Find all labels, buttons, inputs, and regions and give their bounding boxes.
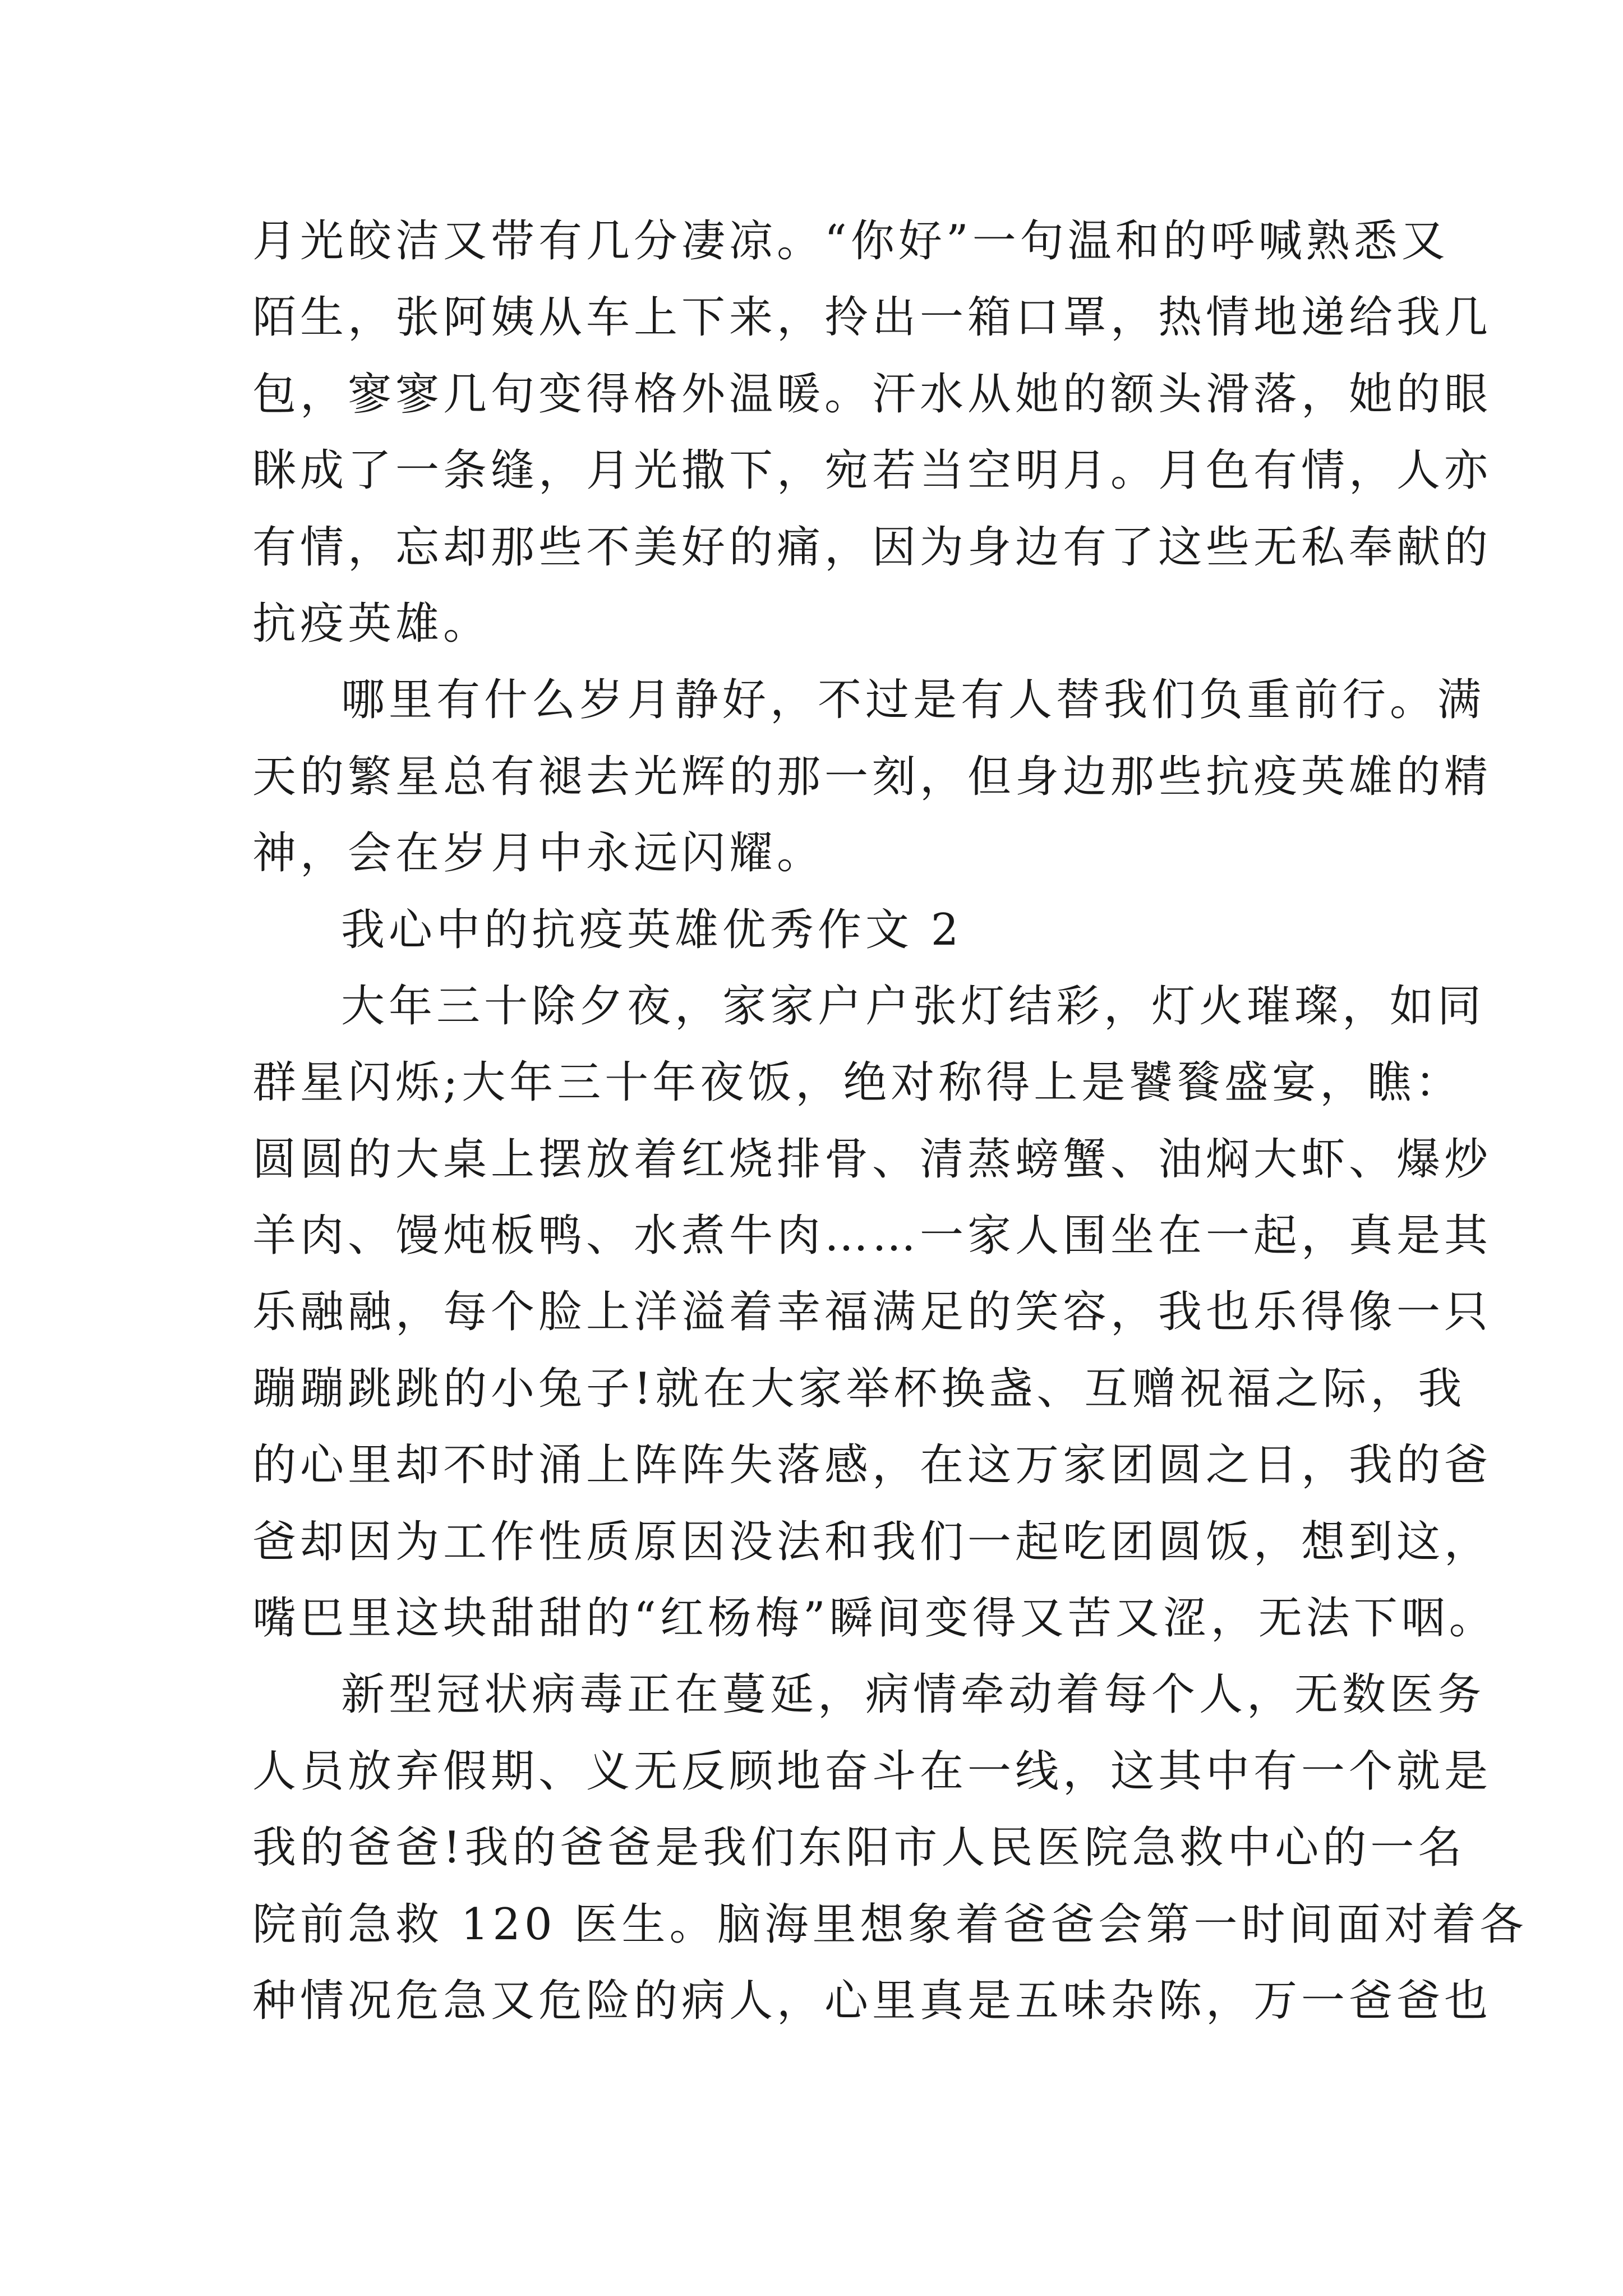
text-line: 圆圆的大桌上摆放着红烧排骨、清蒸螃蟹、油焖大虾、爆炒 bbox=[252, 1134, 1492, 1185]
text-line: 月光皎洁又带有几分凄凉。“你好”一句温和的呼喊熟悉又 bbox=[252, 216, 1449, 266]
paragraph-first-line: 哪里有什么岁月静好，不过是有人替我们负重前行。满 bbox=[341, 675, 1486, 726]
text-line: 有情，忘却那些不美好的痛，因为身边有了这些无私奉献的 bbox=[252, 522, 1492, 573]
text-line: 神，会在岁月中永远闪耀。 bbox=[252, 828, 825, 879]
text-line: 院前急救 120 医生。脑海里想象着爸爸会第一时间面对着各 bbox=[252, 1899, 1528, 1950]
paragraph-first-line: 新型冠状病毒正在蔓延，病情牵动着每个人，无数医务 bbox=[341, 1669, 1486, 1720]
text-line: 人员放弃假期、义无反顾地奋斗在一线，这其中有一个就是 bbox=[252, 1746, 1492, 1797]
essay-body bbox=[252, 203, 1528, 2039]
text-line: 嘴巴里这块甜甜的“红杨梅”瞬间变得又苦又涩，无法下咽。 bbox=[252, 1593, 1497, 1644]
text-line: 抗疫英雄。 bbox=[252, 598, 491, 649]
text-line: 我的爸爸!我的爸爸是我们东阳市人民医院急救中心的一名 bbox=[252, 1823, 1466, 1874]
text-line: 天的繁星总有褪去光辉的那一刻，但身边那些抗疫英雄的精 bbox=[252, 751, 1492, 802]
text-line: 乐融融，每个脸上洋溢着幸福满足的笑容，我也乐得像一只 bbox=[252, 1287, 1492, 1338]
text-line: 眯成了一条缝，月光撒下，宛若当空明月。月色有情，人亦 bbox=[252, 445, 1492, 496]
text-line: 陌生，张阿姨从车上下来，拎出一箱口罩，热情地递给我几 bbox=[252, 292, 1492, 343]
paragraph-first-line: 大年三十除夕夜，家家户户张灯结彩，灯火璀璨，如同 bbox=[341, 981, 1486, 1032]
text-line: 的心里却不时涌上阵阵失落感，在这万家团圆之日，我的爸 bbox=[252, 1440, 1492, 1491]
text-line: 爸却因为工作性质原因没法和我们一起吃团圆饭，想到这， bbox=[252, 1516, 1492, 1567]
text-line: 蹦蹦跳跳的小兔子!就在大家举杯换盏、互赠祝福之际，我 bbox=[252, 1363, 1466, 1414]
text-line: 种情况危急又危险的病人，心里真是五味杂陈，万一爸爸也 bbox=[252, 1975, 1492, 2026]
text-line: 群星闪烁;大年三十年夜饭，绝对称得上是饕餮盛宴，瞧： bbox=[252, 1057, 1463, 1108]
section-heading: 我心中的抗疫英雄优秀作文 2 bbox=[341, 904, 963, 955]
text-line: 羊肉、馒炖板鸭、水煮牛肉……一家人围坐在一起，真是其 bbox=[252, 1211, 1492, 1262]
text-line: 包，寥寥几句变得格外温暖。汗水从她的额头滑落，她的眼 bbox=[252, 369, 1492, 420]
